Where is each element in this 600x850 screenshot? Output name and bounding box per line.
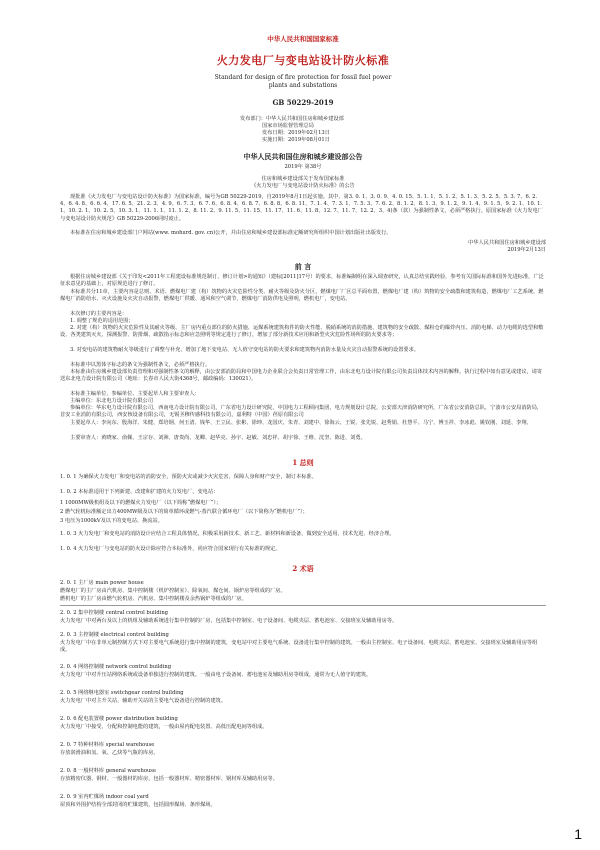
chapter-2-title: 2 术语: [292, 564, 314, 573]
term-heading: 2. 0. 1 主厂房 main power house: [60, 580, 144, 586]
term-heading: 2. 0. 4 网络控制楼 network control building: [60, 664, 172, 670]
clause: 1. 0. 4 火力发电厂与变电站的防火设计除应符合本标准外，尚应符合国家现行有关标准的规定。: [60, 546, 281, 552]
standard-code: GB 50229-2019: [272, 98, 334, 107]
foreword-paragraph: 主要审查人：黄晓家、俞佩、王宗存、刘洲、唐贵尚、龙卿、赵华亮、孙宇、赵敏、刘忠祥、胡宇徐、王维、沈坚、陈进、刘勇。: [70, 435, 366, 441]
term-definition: 火力发电厂中对主升关站、辅助开关站的主要电气设备进行控制的建筑。: [60, 698, 227, 704]
clause: 1. 0. 3 火力发电厂和变电站的消防设计应结合工程具体情况，积极采用新技术、新工艺、新材料和新设备，做到安全适用、技术先进、经济合理。: [60, 531, 395, 537]
announcement-sign-date: 2019年2月13日: [507, 247, 546, 253]
term-definition: 存放精密仪器、钢材、一般器材的库房，包括一般器材库、精密器材库、钢材库及辅助用房等。: [60, 776, 278, 782]
foreword-paragraph: 2. 对建（构）筑物的火灾危险性及其耐火等级、主厂房内重点部位的防火措施、运煤系统建筑构件的防火性能、脱硝系统的消防措施、建筑物的安全疏散、煤粉仓的爆炸内压、消防电梯、动力电缆的选型和敷设、各类建筑灭火、探测报警、防排烟、疏散指示标志和应急照明等规定进行了修订，增加了部分新技术应用和新型火灾危险性场所的防火要求等；: [60, 325, 544, 339]
divider: [60, 605, 546, 606]
header-org: 中华人民共和国国家标准: [267, 35, 339, 43]
announcement-subtitle-1: 住房和城乡建设部关于发布国家标准: [261, 176, 345, 182]
foreword-paragraph: 主要起草人：李向东、殷海洋、朱健、郑培钢、何玉清、钱华、王立民、张彬、徐坤、龙国庆、朱青、刘建中、徐海云、王锐、张先锐、赵秀娟、杜慧平、马宁、傅玉祥、李冰彪、姚钦刚、刘延、李翔、: [70, 420, 532, 426]
issue-date: 发布日期：2019年02月13日: [262, 130, 330, 136]
foreword-paragraph: 本标准共分11章，主要内容是总则、术语、燃煤电厂建（构）筑物的火灾危险性分类、耐火等级及防火分区，燃煤电厂厂区总平面布置，燃煤电厂建（构）筑物的安全疏散和建筑构造，燃煤电厂工艺系统，燃煤电厂消防给水、灭火设施及火灾自动报警，燃煤电厂供暖、通风和空气调节，燃煤电厂消防供电及照明，燃机电厂，变电站。: [60, 289, 544, 303]
announcement-subtitle-2: 《火力发电厂与变电站设计防火标准》的公告: [251, 183, 355, 189]
term-heading: 2. 0. 7 特种材料库 special warehouse: [60, 742, 155, 748]
term-definition: 火力发电厂中对两台及以上的机组及辅助系统进行集中控制的厂房，包括集中控制室、电子设备间、电缆夹层、蓄电池室、交接班室及辅助用房等。: [60, 618, 398, 624]
term-heading: 2. 0. 9 室内贮煤场 indoor coal yard: [60, 794, 149, 800]
page-title: 火力发电厂与变电站设计防火标准: [216, 54, 390, 67]
foreword-paragraph: 1. 调整了规范的适用范围；: [70, 318, 134, 324]
foreword-paragraph: 本标准中以黑体字标志的条文为强制性条文，必须严格执行。: [70, 362, 211, 368]
term-definition: 火力发电厂中接受、分配和控制电能的建筑，一般由屋内配电装置、高低压配电间等组成。: [60, 724, 268, 730]
foreword-paragraph: 根据住房城乡建设部《关于印发<2011年工程建设标准规范制订、修订计划>的通知》（建标[2011]17号）的要求，标准编制组在深入调查研究，认真总结实践经验，参考有关国际标准和国外先进标准，广泛征求意见的基础上，对原规范进行了修订。: [60, 274, 544, 288]
foreword-paragraph: 3. 对变电站的建筑物耐火等级进行了调整与补充，增加了地下变电站、无人值守变电站的防火要求和建筑物内消防水量及火灾自动报警系统的设置要求。: [70, 347, 419, 353]
implementation-date: 实施日期：2019年08月01日: [262, 137, 330, 143]
clause-item: 1 1000MW级机组及以下的燃煤火力发电厂（以下简称“燃煤电厂”）；: [60, 500, 222, 506]
foreword-paragraph: 参编单位：华东电力设计院有限公司，西南电力设计院有限公司，广东省电力设计研究院，中国电力工程顾问集团，电力规划设计总院，公安部天津消防研究所，广东省公安消防总队，宁波市公安局消防局，首安工业消防有限公司，西安核设备有限公司，无锡圣穆传感科技有限公司，嘉利特（中国）荏原有限公司: [60, 405, 543, 419]
announcement-note: 本标准在住房和城乡建设部门户网站(www. mohurd. gov. cn)公开，并由住房和城乡建设部标准定额研究所组织中国计划出版社出版发行。: [70, 230, 392, 236]
foreword-paragraph: 本标准主编单位、参编单位、主要起草人和主要审查人：: [70, 391, 200, 397]
issuer-2: 国家市场监督管理总局: [262, 123, 314, 129]
issuer: 发布部门：中华人民共和国住房和城乡建设部: [240, 116, 344, 122]
foreword-paragraph: 主编单位：东北电力设计院有限公司: [70, 398, 154, 404]
page-number: 1: [574, 826, 582, 842]
clause-item: 2 燃气轮机标准额定出力400MW级及以下的简单循环或燃气-蒸汽联合循环电厂（以下简称为“燃机电厂”）；: [60, 509, 308, 515]
clause-item: 3 电压为1000kV及以下的变电站、换流站。: [60, 518, 163, 524]
term-heading: 2. 0. 5 网络继电器室 switchgear control building: [60, 690, 184, 696]
clause: 1. 0. 1 为确保火力发电厂和变电站的消防安全，预防火灾或减少火灾危害，保障人身和财产安全，制订本标准。: [60, 474, 317, 480]
term-definition: 火力发电厂中对升压站网络系统或设备单独进行控制的建筑。一般由电子设备间、蓄电池室及辅助用房等组成，通常为无人值守的建筑。: [60, 672, 372, 678]
foreword-paragraph: 本标准由住房城乡建设部负责管理和对强制性条文的解释，由公安部消防局和中国电力企业联合会负责日常管理工作，由东北电力设计院有限公司负责具体技术内容的解释。执行过程中如有意见或建议，请寄送东北电力设计院有限公司（地址：长春市人民大街4368号，邮政编码：130021）。: [60, 369, 543, 383]
english-title-line2: plants and substations: [268, 82, 338, 89]
term-heading: 2. 0. 2 集中控制楼 central control building: [60, 610, 169, 616]
foreword-title: 前 言: [294, 262, 312, 271]
announcement-title: 中华人民共和国住房和城乡建设部公告: [243, 152, 363, 161]
announcement-body: 现批准《火力发电厂与变电站设计防火标准》为国家标准，编号为GB 50229-2019，自2019年8月1日起实施。其中，第3. 0. 1、3. 0. 9、4. 0. 15、5. 1. 1、5. 1. 2、5. 1. 3、5. 2. 5、5. 3. 7、6. 2. 4、6. 4. 8、6. 6. 4、17. 6. 5、21. 2. 3、4. 9、6. 7. 3、6. 7. 6、6. 8. 4、6. 8. 7、6. 8. 8、6. 8. 11、7. 1. 4、7. 3. 1、7. 5. 3、7. 6. 2、8. 1. 2、8. 1. 3、9. 1. 2、9. 1. 4、9. 1. 5、9. 2. 1、10. 1. 1、10. 2. 1、10. 2. 5、10. 3. 1、11. 1. 1、11. 1. 2、8. 11. 2、9. 11. 5、11. 15、11. 17、11. 6、11. 8、12. 7、11. 7、12. 2、3、4)条（款）为强制性条文，必须严格执行。原国家标准《火力发电厂与变电站设计防火规范》GB 50229-2006同时废止。: [60, 194, 543, 222]
term-definition: 屋顶和外围护结构全部封闭的贮煤建筑，包括圆形煤场、条形煤场。: [60, 802, 216, 808]
term-definition: 燃煤电厂的主厂房由汽机房、集中控制楼（机炉控制室）、除氧间、煤仓间、锅炉房等组成的厂房。: [60, 588, 286, 594]
term-definition: 燃机电厂的主厂房由燃气轮机房、汽机房、集中控制楼及余热锅炉等组成的厂房。: [60, 596, 247, 602]
english-title-line1: Standard for design of fire protection for fossil fuel power: [214, 74, 392, 81]
term-definition: 火力发电厂中在非单元制控制方式下对主要电气系统进行集中控制的建筑，变电站中对主要电气系统、设备进行集中控制的建筑。一般由主控制室、电子设备间、电缆夹层、蓄电池室、交接班室及辅助用房等组成。: [60, 640, 538, 654]
chapter-1-title: 1 总则: [292, 458, 314, 467]
term-heading: 2. 0. 8 一般材料库 general warehouse: [60, 768, 157, 774]
foreword-paragraph: 本次修订的主要内容是：: [70, 311, 128, 317]
term-heading: 2. 0. 6 配电装置楼 power distribution building: [60, 716, 178, 722]
announcement-sign-org: 中华人民共和国住房和城乡建设部: [468, 240, 546, 246]
clause: 1. 0. 2 本标准适用于下列新建、改建和扩建的火力发电厂，变电站：: [60, 489, 219, 495]
announcement-number: 2019年 第38号: [284, 164, 322, 170]
term-definition: 存放润滑油和氢、氧、乙炔等气瓶的库房。: [60, 750, 159, 756]
term-heading: 2. 0. 3 主控制楼 electrical control building: [60, 632, 169, 638]
